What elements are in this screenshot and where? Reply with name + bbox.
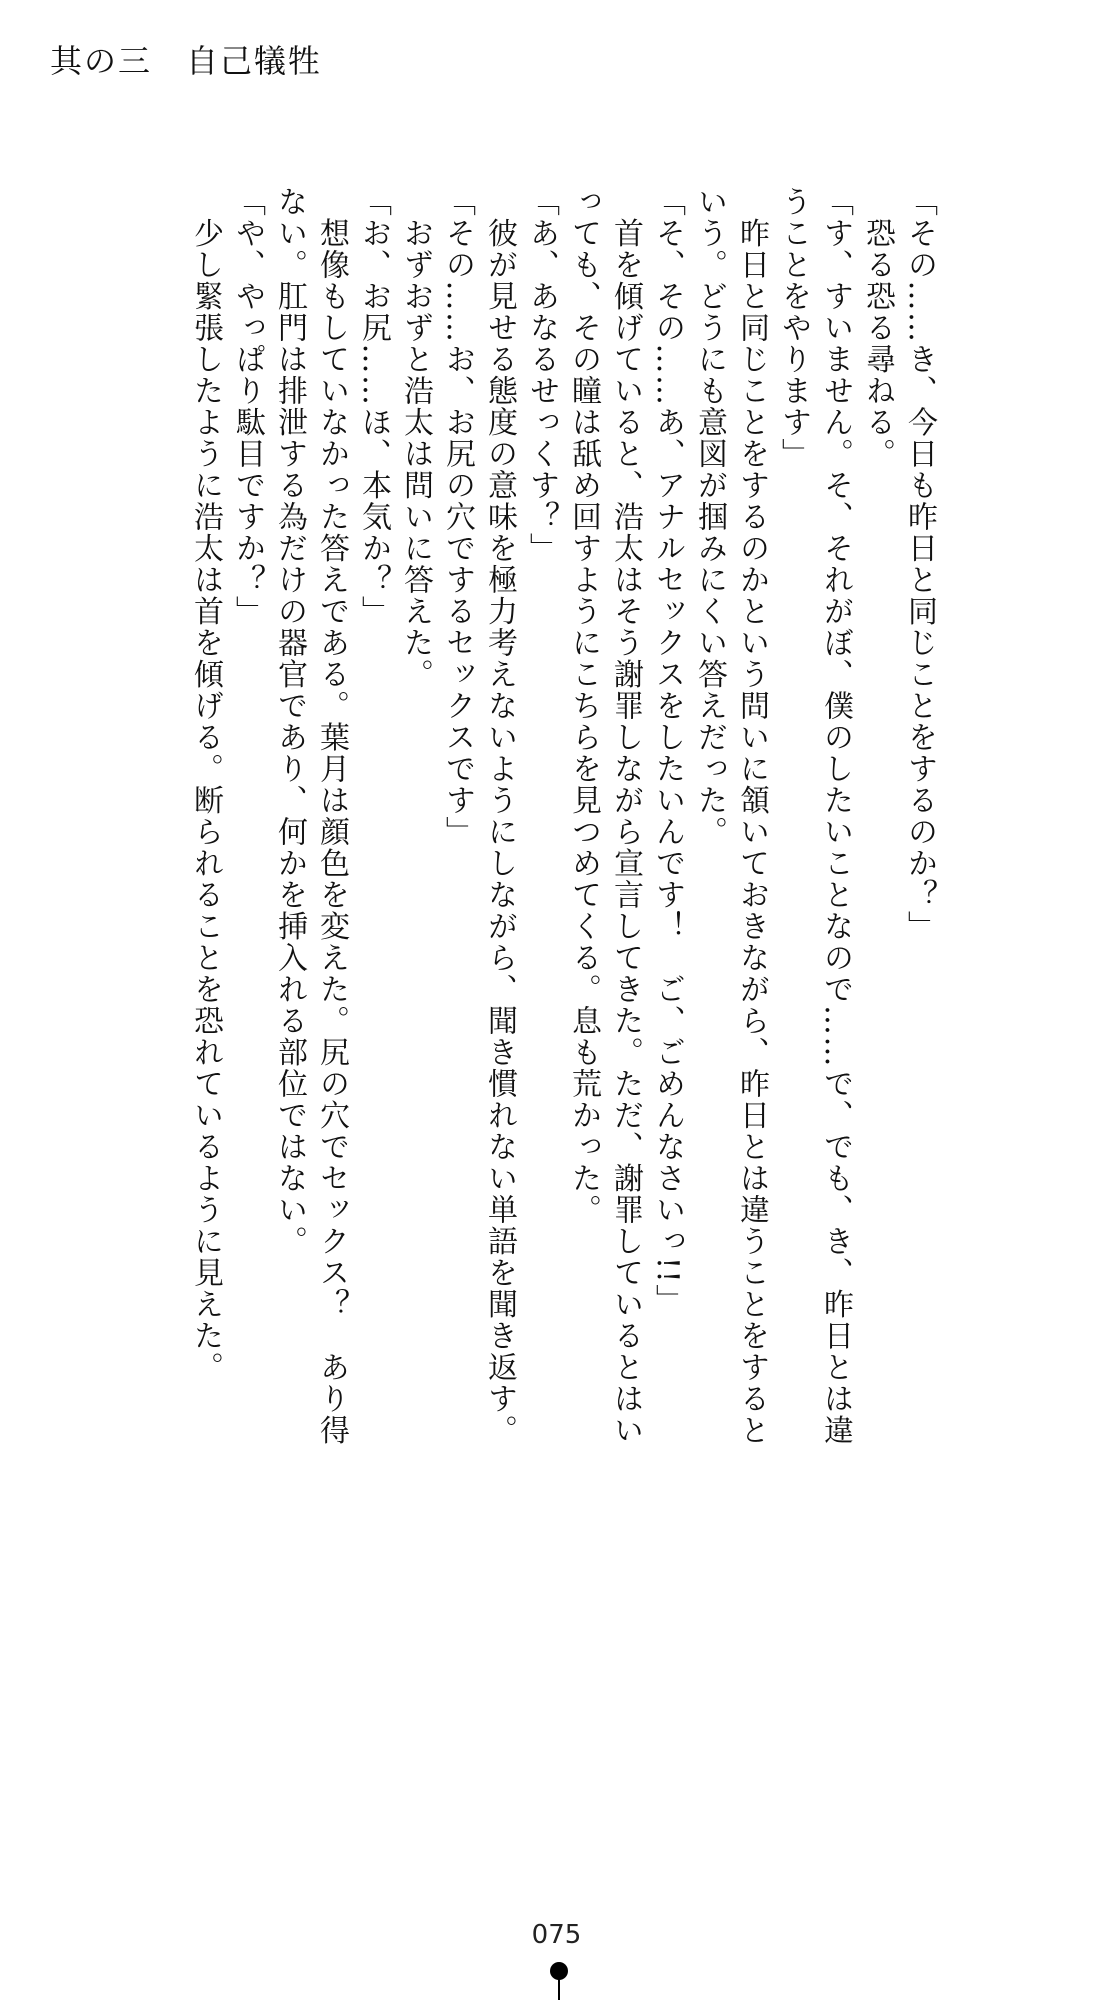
text-line: 恐る恐る尋ねる。 [860, 186, 895, 470]
text-line: 「その……お、お尻の穴でするセックスです」 [440, 186, 475, 848]
text-line: 「お、お尻……ほ、本気か？」 [356, 186, 391, 627]
vertical-body-text [40, 186, 940, 1666]
text-line: っても、その瞳は舐め回すようにこちらを見つめてくる。息も荒かった。 [566, 186, 601, 1226]
chapter-header: 其の三 自己犠牲 [50, 42, 323, 80]
text-line: 少し緊張したように浩太は首を傾げる。断られることを恐れているように見えた。 [188, 186, 223, 1383]
text-line: 「す、すいません。そ、それがぼ、僕のしたいことなので……で、でも、き、昨日とは違 [818, 186, 853, 1446]
text-line: 「や、やっぱり駄目ですか？」 [230, 186, 265, 627]
text-line: 「あ、あなるせっくす？」 [524, 186, 559, 564]
page-number: 075 [531, 1920, 582, 1950]
text-line: 昨日と同じことをするのかという問いに頷いておきながら、昨日とは違うことをすると [734, 186, 769, 1446]
text-line: いう。どうにも意図が掴みにくい答えだった。 [692, 186, 727, 848]
text-line: 「その……き、今日も昨日と同じことをするのか？」 [902, 186, 937, 942]
text-line: 想像もしていなかった答えである。葉月は顔色を変えた。尻の穴でセックス？ あり得 [314, 186, 349, 1446]
marker-stem [558, 1978, 560, 2000]
text-line: 「そ、その……あ、アナルセックスをしたいんです！ ご、ごめんなさいっ!!」 [650, 186, 685, 1316]
text-line: 彼が見せる態度の意味を極力考えないようにしながら、聞き慣れない単語を聞き返す。 [482, 186, 517, 1446]
page-marker-icon [550, 1962, 568, 2000]
text-line: ない。肛門は排泄する為だけの器官であり、何かを挿入れる部位ではない。 [272, 186, 307, 1257]
text-line: おずおずと浩太は問いに答えた。 [398, 186, 433, 690]
text-line: うことをやります」 [776, 186, 811, 470]
text-line: 首を傾げていると、浩太はそう謝罪しながら宣言してきた。ただ、謝罪しているとはい [608, 186, 643, 1446]
